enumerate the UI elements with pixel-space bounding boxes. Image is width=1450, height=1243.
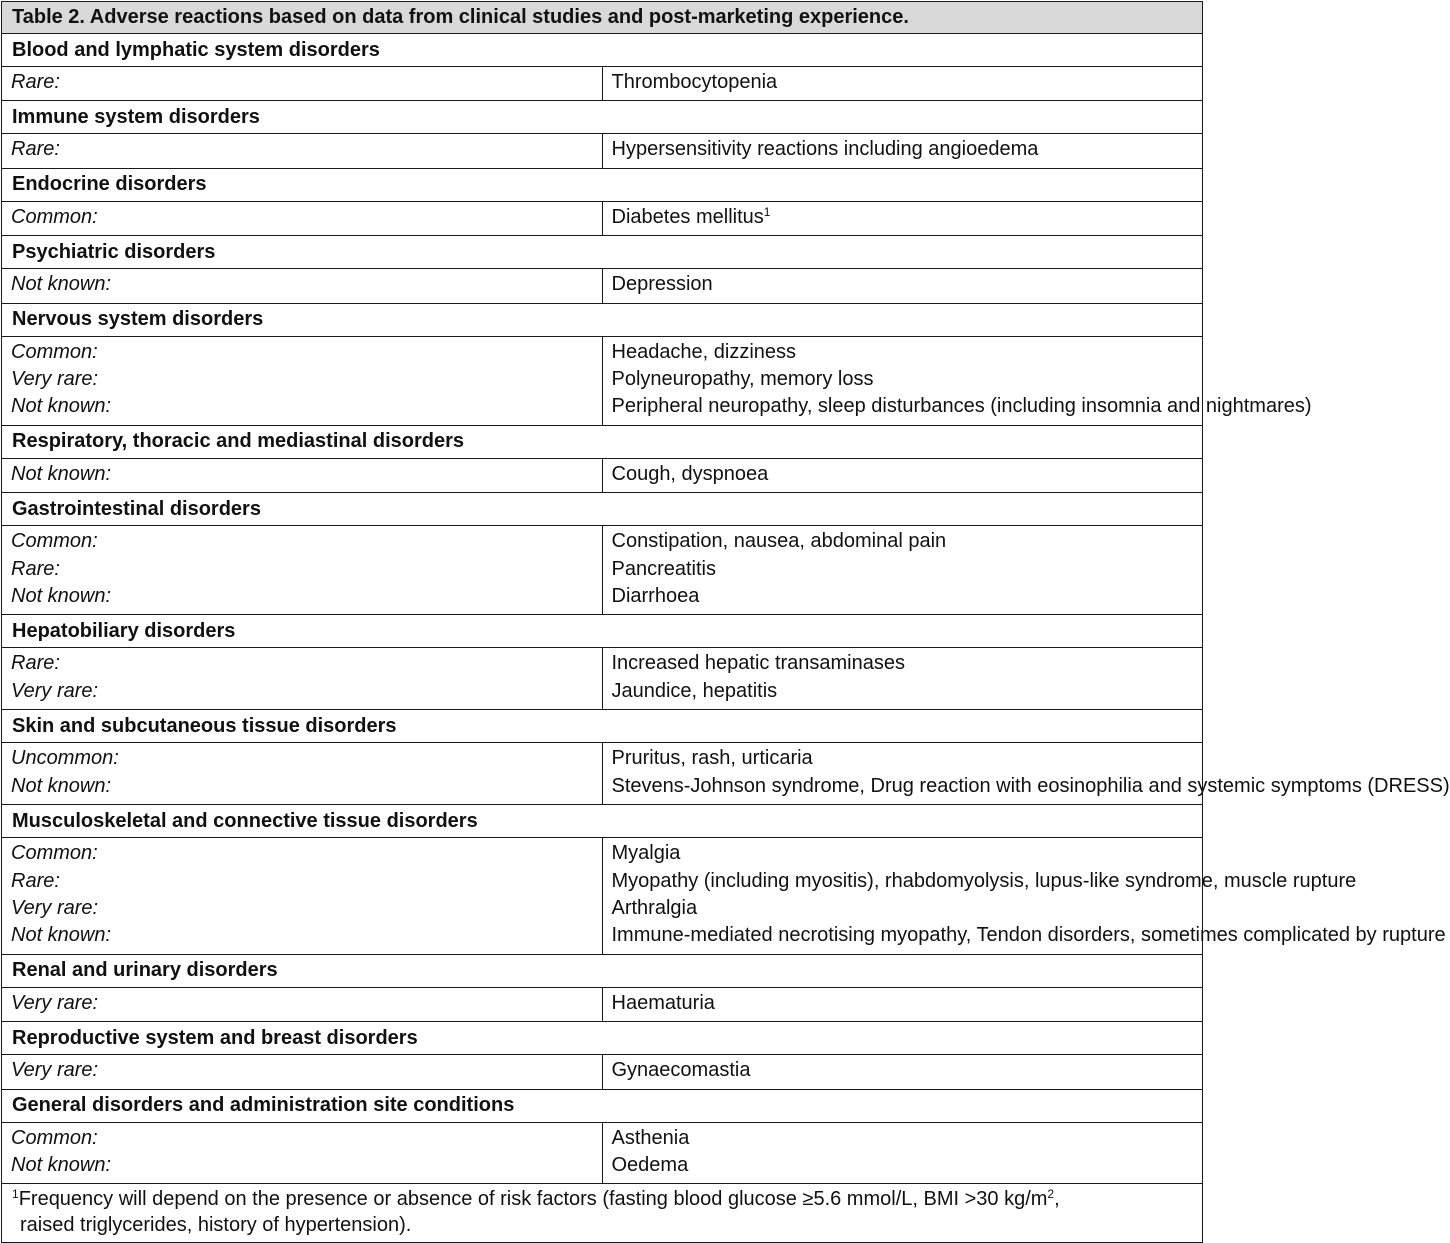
reaction-row [2,67,1203,101]
reaction-text: Pruritus, rash, urticaria [611,747,813,770]
reaction-line [612,678,1195,705]
reaction-cell [602,743,1450,805]
category-row [2,168,1203,201]
frequency-label: Not known: [11,273,112,296]
reaction-line [611,868,1357,895]
reaction-line [612,69,1195,96]
category-row [2,1089,1203,1122]
category-heading: Respiratory, thoracic and mediastinal disorders [2,425,1203,458]
reaction-line [612,1125,1195,1152]
frequency-label: Very rare: [11,991,99,1014]
reaction-row [2,743,1203,805]
frequency-label: Rare: [11,869,60,892]
reaction-text: Oedema [611,1153,689,1176]
reaction-text: Constipation, nausea, abdominal pain [611,530,947,553]
reaction-cell [602,1055,1203,1089]
frequency-label: Common: [11,340,98,363]
frequency-cell [2,1055,603,1089]
reaction-text: Headache, dizziness [611,340,797,363]
category-row [2,1022,1203,1055]
category-heading: Blood and lymphatic system disorders [2,34,1203,67]
reaction-text: Increased hepatic transaminases [611,652,905,675]
frequency-cell [2,838,603,955]
reaction-line [612,204,1195,231]
reaction-row [2,648,1203,710]
frequency-label: Not known: [11,1153,112,1176]
adverse-reactions-table [1,1,1450,1243]
reaction-text: Myopathy (including myositis), rhabdomyolysis, lupus-like syndrome, muscle rupture [611,869,1357,892]
reaction-line [612,556,1195,583]
reaction-line [612,271,1195,298]
reaction-line [612,366,1195,393]
reaction-line [612,650,1195,677]
reaction-line [612,339,1195,366]
footnote-row [2,1184,1203,1243]
reaction-row [2,1055,1203,1089]
frequency-label: Common: [11,205,98,228]
category-row [2,34,1203,67]
category-heading: Skin and subcutaneous tissue disorders [2,710,1203,743]
category-row [2,101,1203,134]
frequency-label: Not known: [11,395,112,418]
frequency-label: Uncommon: [11,747,119,770]
footnote-text-1-end: , [1054,1188,1060,1211]
category-row [2,425,1203,458]
category-heading: Hepatobiliary disorders [2,615,1203,648]
category-row [2,615,1203,648]
footnote-text-1: Frequency will depend on the presence or absence of risk factors (fasting blood glucose ≥5.6 mmol/L, BMI >30 kg/m [18,1188,1048,1211]
reaction-row [2,1122,1203,1184]
reaction-text: Arthralgia [611,896,698,919]
reaction-row [2,269,1203,303]
reaction-line [612,136,1195,163]
frequency-label: Rare: [11,71,60,93]
reaction-text: Stevens-Johnson syndrome, Drug reaction with eosinophilia and systemic symptoms (DRESS) [611,774,1450,797]
table-body [2,2,1450,1243]
reaction-line [612,583,1195,610]
frequency-cell [2,67,603,101]
reaction-text: Peripheral neuropathy, sleep disturbances (including insomnia and nightmares) [611,395,1312,418]
frequency-cell [2,526,603,615]
footnote-line-2: raised triglycerides, history of hypertension). [20,1214,412,1237]
reaction-row [2,458,1203,492]
reaction-row [2,201,1203,235]
footnote [2,1184,1203,1243]
frequency-label: Very rare: [11,1059,99,1082]
reaction-text: Myalgia [611,842,681,865]
reaction-text: Pancreatitis [611,557,716,580]
reaction-line [612,1152,1195,1179]
frequency-cell [2,336,603,425]
reaction-text: Jaundice, hepatitis [611,679,778,702]
reaction-line [612,745,1195,772]
frequency-cell [2,1122,603,1184]
reaction-row [2,526,1203,615]
category-row [2,954,1203,987]
reaction-cell [602,134,1203,168]
reaction-cell [602,336,1312,425]
frequency-label: Common: [11,1126,98,1149]
reaction-text: Cough, dyspnoea [611,462,769,485]
footnote-reference: 1 [763,204,771,219]
reaction-row [2,838,1203,955]
frequency-label: Rare: [11,138,60,161]
frequency-label: Rare: [11,652,60,675]
frequency-label: Very rare: [11,896,99,919]
category-row [2,805,1203,838]
category-heading: Musculoskeletal and connective tissue disorders [2,805,1203,838]
reaction-text: Depression [611,273,713,296]
frequency-label: Very rare: [11,368,99,391]
frequency-cell [2,201,603,235]
category-row [2,493,1203,526]
reaction-cell [602,67,1203,101]
reaction-line [612,461,1195,488]
reaction-line [611,922,1446,949]
reaction-cell [602,526,1203,615]
category-row [2,710,1203,743]
reaction-cell [602,987,1203,1021]
reaction-cell [602,201,1203,235]
reaction-text: Haematuria [611,991,715,1014]
reaction-line [611,393,1312,420]
frequency-cell [2,134,603,168]
category-heading: General disorders and administration site conditions [2,1089,1203,1122]
frequency-cell [2,743,603,805]
frequency-label: Common: [11,530,98,553]
reaction-line [612,528,1195,555]
reaction-cell [602,648,1203,710]
reaction-text: Polyneuropathy, memory loss [611,368,874,391]
footnote-line-1 [12,1188,1060,1210]
footnote-marker: 1 [12,1187,19,1202]
reaction-line [612,895,1195,922]
superscript-2: 2 [1047,1187,1055,1202]
reaction-text: Diarrhoea [611,585,700,608]
frequency-cell [2,458,603,492]
reaction-text: Thrombocytopenia [611,71,778,93]
frequency-label: Common: [11,842,98,865]
reaction-text: Gynaecomastia [611,1059,751,1082]
reaction-line [611,773,1450,800]
category-heading: Endocrine disorders [2,168,1203,201]
reaction-text: Hypersensitivity reactions including angioedema [611,138,1039,161]
reaction-line [612,990,1195,1017]
frequency-label: Not known: [11,462,112,485]
reaction-row [2,134,1203,168]
table-title: Table 2. Adverse reactions based on data from clinical studies and post-marketing experience. [2,2,1203,34]
reaction-row [2,336,1203,425]
frequency-cell [2,269,603,303]
category-heading: Gastrointestinal disorders [2,493,1203,526]
frequency-label: Not known: [11,774,112,797]
category-row [2,236,1203,269]
frequency-label: Not known: [11,924,112,947]
reaction-row [2,987,1203,1021]
reaction-text: Asthenia [611,1126,690,1149]
reaction-cell [602,1122,1203,1184]
reaction-cell [602,838,1446,955]
reaction-line [612,840,1195,867]
reaction-cell [602,269,1203,303]
table-title-row [2,2,1203,34]
frequency-cell [2,648,603,710]
reaction-cell [602,458,1203,492]
frequency-label: Rare: [11,557,60,580]
reaction-line [612,1057,1195,1084]
reaction-text: Immune-mediated necrotising myopathy, Tendon disorders, sometimes complicated by rupture [611,924,1446,947]
category-heading: Nervous system disorders [2,303,1203,336]
frequency-label: Not known: [11,585,112,608]
frequency-cell [2,987,603,1021]
category-heading: Renal and urinary disorders [2,954,1203,987]
frequency-label: Very rare: [11,679,99,702]
category-heading: Immune system disorders [2,101,1203,134]
category-heading: Reproductive system and breast disorders [2,1022,1203,1055]
reaction-text: Diabetes mellitus [611,205,764,228]
category-row [2,303,1203,336]
category-heading: Psychiatric disorders [2,236,1203,269]
